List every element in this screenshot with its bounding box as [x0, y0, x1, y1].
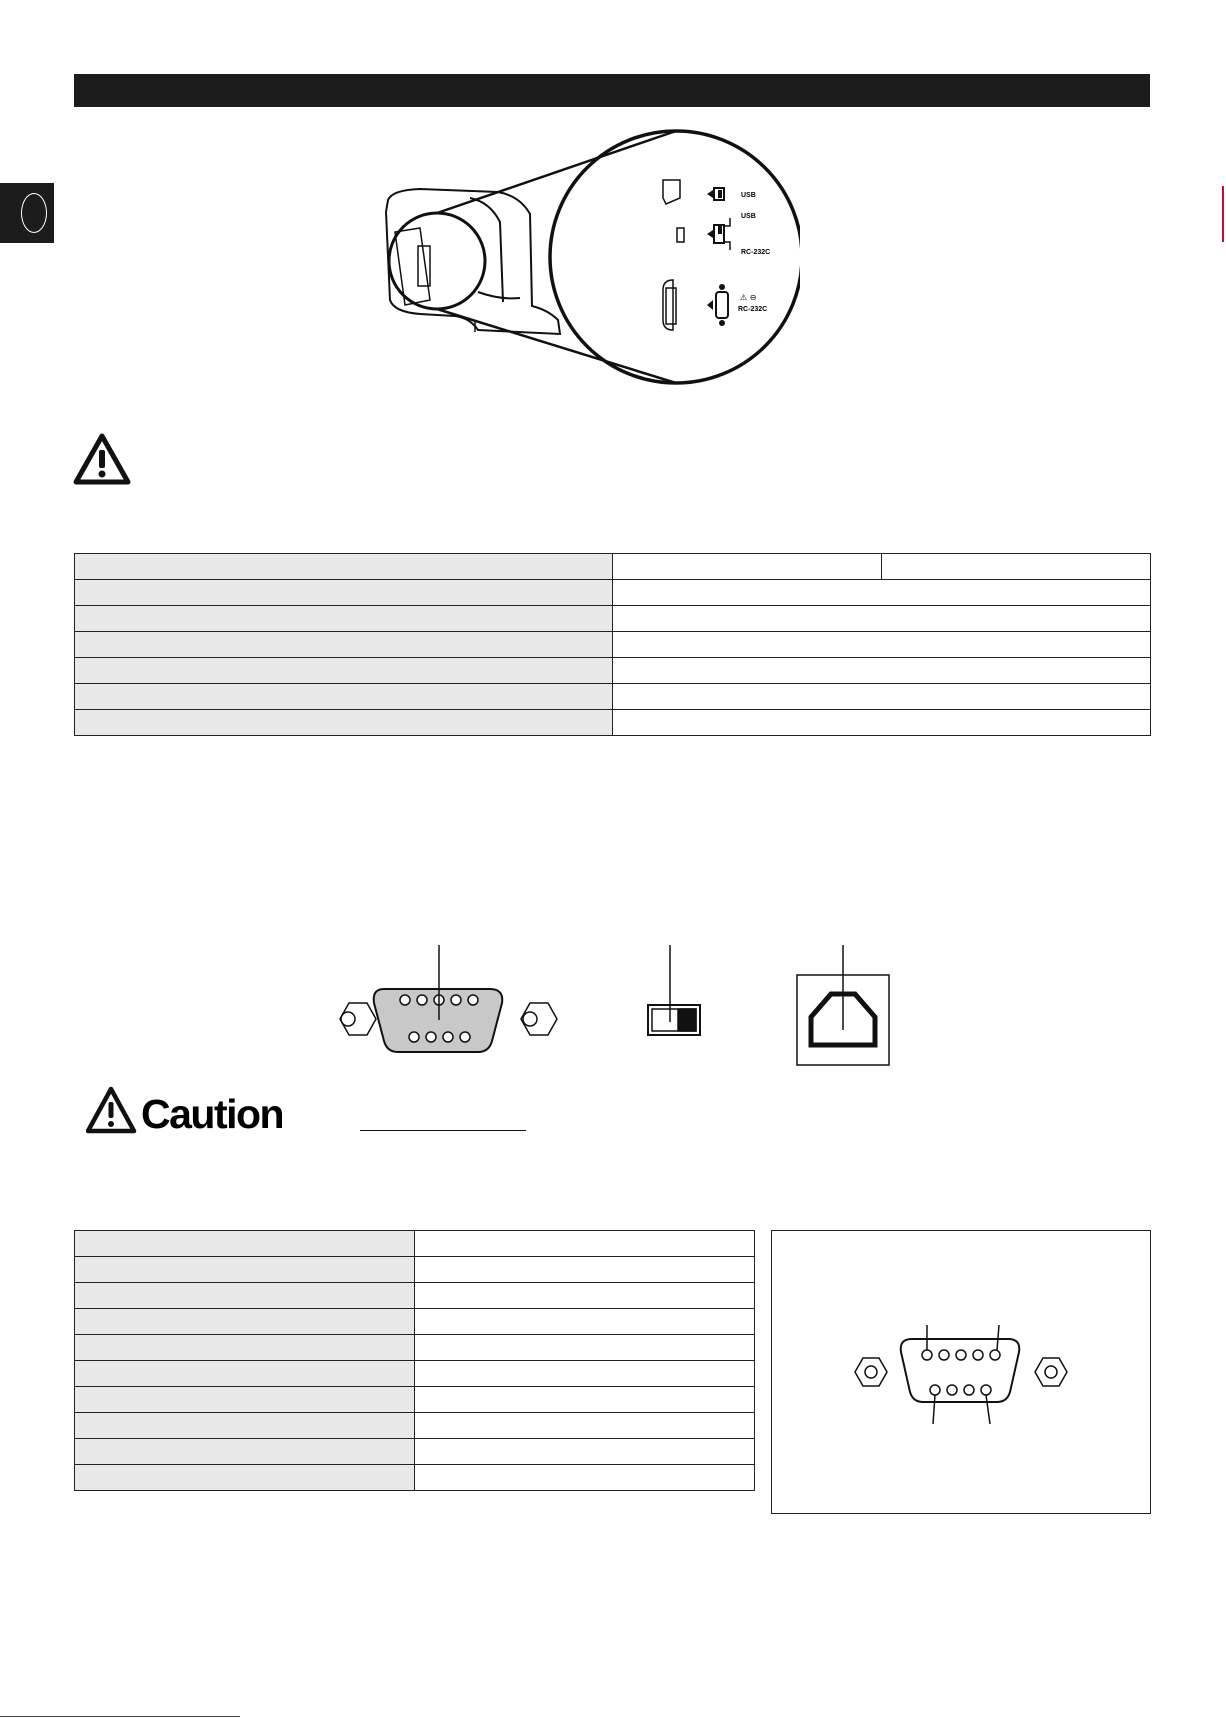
table-cell [415, 1257, 755, 1283]
underline-rule [360, 1130, 526, 1131]
table-row [75, 710, 1151, 736]
table-cell [613, 684, 1151, 710]
warning-triangle-icon [72, 432, 132, 486]
table-cell [415, 1387, 755, 1413]
table-cell [613, 710, 1151, 736]
table-cell [613, 606, 1151, 632]
table-row [75, 1335, 755, 1361]
table-cell-label [75, 1465, 415, 1491]
table-row [75, 1257, 755, 1283]
section-header-bar [74, 74, 1150, 107]
table-row [75, 1283, 755, 1309]
table-cell [613, 554, 882, 580]
label-rc232c-switch: RC-232C [741, 249, 771, 256]
table-cell-label [75, 1309, 415, 1335]
table-cell-label [75, 1231, 415, 1257]
table-row [75, 1439, 755, 1465]
table-cell-label [75, 1387, 415, 1413]
table-cell [882, 554, 1151, 580]
warning-ground-icon: ⚠ ⊖ [740, 293, 757, 302]
table-row [75, 554, 1151, 580]
table-row [75, 658, 1151, 684]
table-cell-label [75, 580, 613, 606]
table-cell-label [75, 684, 613, 710]
language-tab [0, 183, 54, 243]
table-cell [415, 1465, 755, 1491]
table-row [75, 1309, 755, 1335]
page-edge-mark [1222, 186, 1224, 242]
table-cell [415, 1413, 755, 1439]
device-ports-illustration [380, 126, 800, 386]
caution-word: Caution [141, 1091, 284, 1137]
table-cell [415, 1439, 755, 1465]
table-cell [415, 1361, 755, 1387]
table-cell-label [75, 1257, 415, 1283]
table-cell-label [75, 1283, 415, 1309]
label-usb-top: USB [741, 192, 756, 199]
table-cell [415, 1283, 755, 1309]
spec-table [74, 553, 1151, 736]
table-row [75, 1387, 755, 1413]
table-cell-label [75, 606, 613, 632]
connector-diagram [330, 940, 900, 1070]
table-row [75, 1361, 755, 1387]
hex-nut-icon [340, 1003, 376, 1035]
db9-connector-icon [850, 1315, 1076, 1427]
table-cell-label [75, 658, 613, 684]
hex-nut-icon [521, 1003, 557, 1035]
table-cell-label [75, 1335, 415, 1361]
table-cell-label [75, 632, 613, 658]
table-cell-label [75, 554, 613, 580]
table-row [75, 1413, 755, 1439]
table-cell-label [75, 710, 613, 736]
label-rc232c-port: RC-232C [738, 306, 768, 313]
table-row [75, 1465, 755, 1491]
caution-heading [86, 1085, 301, 1137]
table-cell [613, 632, 1151, 658]
table-cell [613, 580, 1151, 606]
pin-table [74, 1230, 755, 1491]
table-row [75, 580, 1151, 606]
table-cell [415, 1335, 755, 1361]
table-cell-label [75, 1439, 415, 1465]
table-cell [613, 658, 1151, 684]
label-usb-switch: USB [741, 213, 756, 220]
footer-rule [0, 1716, 240, 1717]
table-row [75, 684, 1151, 710]
table-row [75, 1231, 755, 1257]
table-cell [415, 1231, 755, 1257]
table-row [75, 606, 1151, 632]
table-cell-label [75, 1413, 415, 1439]
table-cell [415, 1309, 755, 1335]
table-cell-label [75, 1361, 415, 1387]
table-row [75, 632, 1151, 658]
